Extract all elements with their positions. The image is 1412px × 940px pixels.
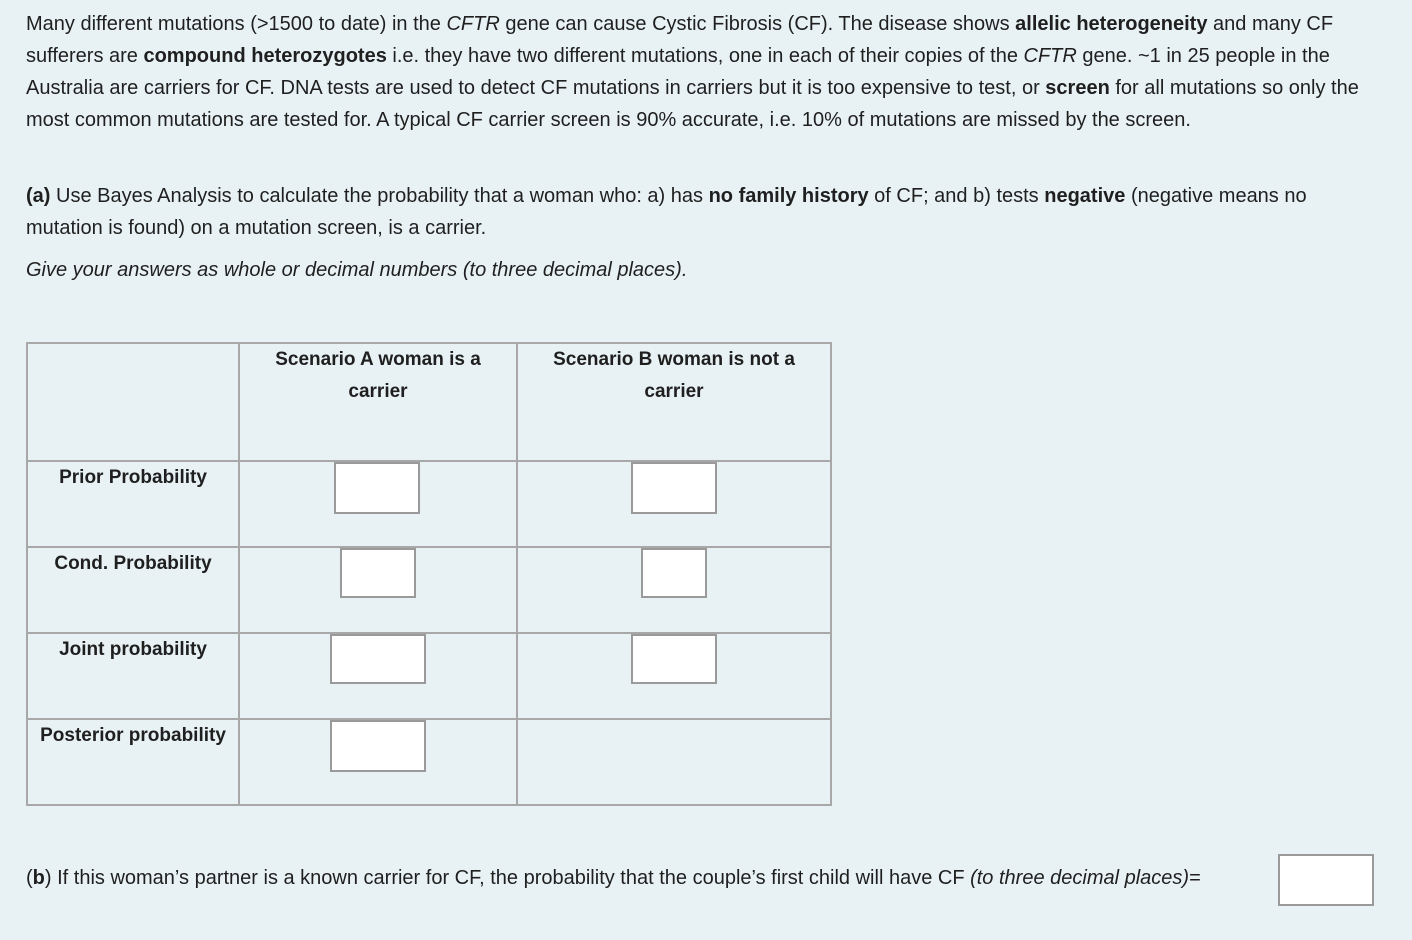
intro-text: for all mutations so only the most common mutations are tested for. A typical CF carrier screen is 90% accurate, i.e. 10% of mutations are missed by the screen. bbox=[26, 77, 1359, 131]
row-label-prior: Prior Probability bbox=[27, 461, 239, 547]
cond-a-input[interactable] bbox=[340, 548, 416, 598]
cell-prior-a bbox=[239, 461, 517, 547]
question-a-label: (a) bbox=[26, 185, 51, 207]
intro-text: gene can cause Cystic Fibrosis (CF). The disease shows bbox=[499, 13, 1016, 35]
row-label-joint: Joint probability bbox=[27, 633, 239, 719]
header-empty-cell bbox=[27, 343, 239, 461]
header-scenario-b-text: Scenario B woman is not a carrier bbox=[553, 349, 795, 402]
question-b: (b) If this woman’s partner is a known carrier for CF, the probability that the couple’s first child will have CF (to three decimal places)= bbox=[26, 867, 1201, 889]
joint-a-input[interactable] bbox=[330, 634, 426, 684]
table-row-cond bbox=[27, 547, 831, 633]
header-scenario-b bbox=[517, 343, 831, 461]
term-compound-heterozygotes: compound heterozygotes bbox=[143, 45, 387, 67]
intro-text: gene. ~1 in 25 people in the Australia are carriers for CF. DNA tests are used to detect CF mutations in carriers but it is too expensive to test, or bbox=[26, 45, 1330, 99]
intro-text: and many CF sufferers are bbox=[26, 13, 1334, 67]
row-label-posterior: Posterior probability bbox=[27, 719, 239, 805]
cell-joint-b bbox=[517, 633, 831, 719]
posterior-a-input[interactable] bbox=[330, 720, 426, 772]
cell-posterior-b bbox=[517, 719, 831, 805]
question-b-precision: (to three decimal places) bbox=[970, 867, 1190, 889]
table-row-joint bbox=[27, 633, 831, 719]
intro-text: Many different mutations (>1500 to date) in the bbox=[26, 13, 447, 35]
cell-posterior-a bbox=[239, 719, 517, 805]
table-row-prior bbox=[27, 461, 831, 547]
answer-instruction: Give your answers as whole or decimal numbers (to three decimal places). bbox=[26, 259, 688, 281]
question-a-text: (negative means no mutation is found) on a mutation screen, is a carrier. bbox=[26, 185, 1307, 239]
question-b-equals: = bbox=[1189, 867, 1201, 889]
cell-prior-b bbox=[517, 461, 831, 547]
term-allelic-heterogeneity: allelic heterogeneity bbox=[1015, 13, 1208, 35]
question-a-text: Use Bayes Analysis to calculate the probability that a woman who: a) has bbox=[50, 185, 709, 207]
intro-text: i.e. they have two different mutations, one in each of their copies of the bbox=[386, 45, 1024, 67]
table-row-posterior bbox=[27, 719, 831, 805]
cell-cond-a bbox=[239, 547, 517, 633]
bayes-table bbox=[26, 342, 832, 806]
child-cf-probability-input[interactable] bbox=[1278, 854, 1374, 906]
cond-b-input[interactable] bbox=[641, 548, 707, 598]
prior-a-input[interactable] bbox=[334, 462, 420, 514]
joint-b-input[interactable] bbox=[631, 634, 717, 684]
header-scenario-a-text: Scenario A woman is a carrier bbox=[275, 349, 481, 402]
row-label-cond: Cond. Probability bbox=[27, 547, 239, 633]
gene-name: CFTR bbox=[446, 13, 500, 35]
cell-cond-b bbox=[517, 547, 831, 633]
question-a bbox=[26, 180, 1386, 244]
term-negative: negative bbox=[1044, 185, 1126, 207]
question-b-label: b bbox=[32, 867, 45, 889]
prior-b-input[interactable] bbox=[631, 462, 717, 514]
gene-name: CFTR bbox=[1023, 45, 1077, 67]
question-a-text: of CF; and b) tests bbox=[868, 185, 1045, 207]
question-b-text: ) If this woman’s partner is a known carrier for CF, the probability that the couple’s first child will have CF bbox=[44, 867, 971, 889]
term-no-family-history: no family history bbox=[708, 185, 869, 207]
cell-joint-a bbox=[239, 633, 517, 719]
header-scenario-a bbox=[239, 343, 517, 461]
term-screen: screen bbox=[1045, 77, 1110, 99]
table-header-row bbox=[27, 343, 831, 461]
intro-paragraph bbox=[26, 8, 1386, 136]
